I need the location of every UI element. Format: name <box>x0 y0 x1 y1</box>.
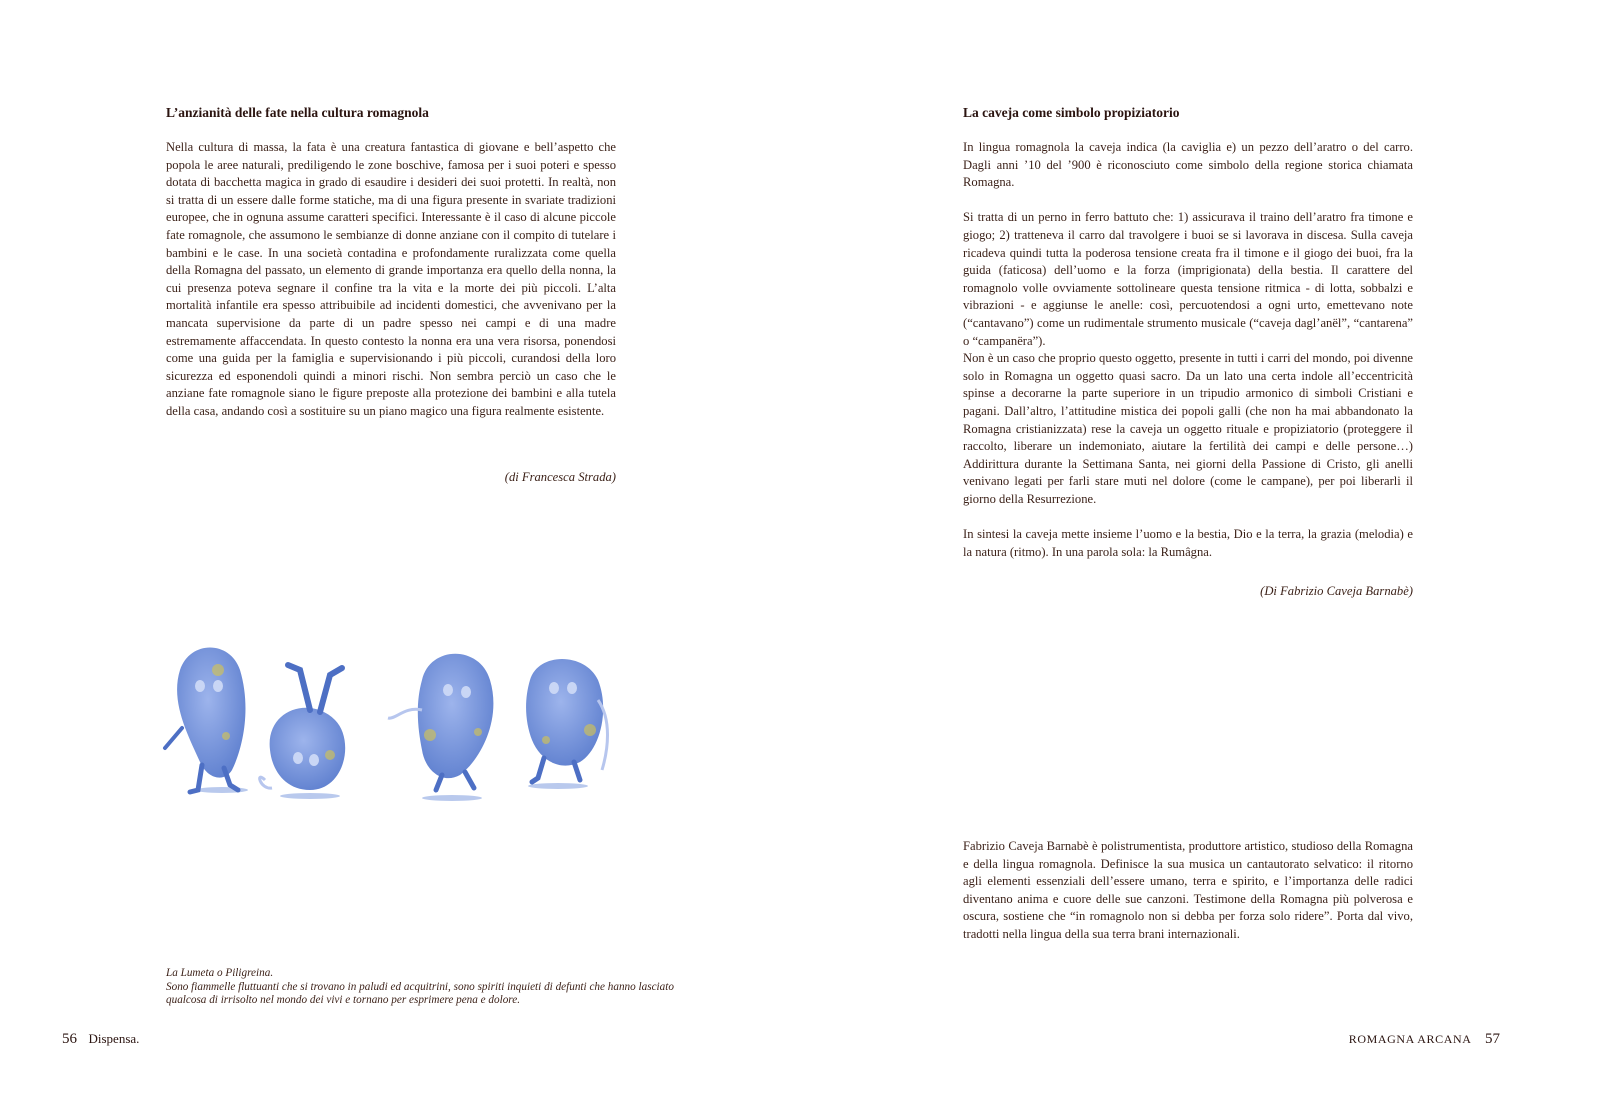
right-paragraph-2: Si tratta di un perno in ferro battuto che: 1) assicurava il traino dell’aratro fra timone e giogo; 2) tratteneva il carro dal travolgere i buoi se si lavorava in discesa. Sulla caveja ricadeva quindi tutta la poderosa tensione creata fra il timone e il giogo dei buoi, fra la guida (faticosa) dell’uomo e la forza (imprigionata) della bestia. Il carattere del romagnolo volle ovviamente sottolineare questa tensione ritmica - di lotta, sobbalzi e vibrazioni - e aggiunse le anelle: così, percuotendosi a ogni urto, emettevano note (“cantavano”) come un rudimentale strumento musicale (“caveja dagl’anël”, “cantarena” o “campanëra”). <box>963 210 1413 348</box>
caption-title: La Lumeta o Piligreina. <box>166 967 274 979</box>
left-article-body <box>166 139 616 421</box>
magazine-name: Dispensa. <box>88 1031 140 1046</box>
left-signature: (di Francesca Strada) <box>504 470 616 484</box>
figure-four <box>526 659 607 782</box>
right-paragraph-4: In sintesi la caveja mette insieme l’uomo e la bestia, Dio e la terra, la grazia (melodia) e la natura (ritmo). In una parola sola: la Rumâgna. <box>963 527 1413 559</box>
left-paragraph: Nella cultura di massa, la fata è una creatura fantastica di giovane e bell’aspetto che popola le aree naturali, prediligendo le zone boschive, famosa per i suoi poteri e spesso dotata di bacchetta magica in grado di esaudire i desideri dei suoi protetti. In realtà, non si tratta di un essere dalle forme statiche, ma di una figura presente in svariate tradizioni europee, che in ognuna assume caratteri specifici. Interessante è il caso di alcune piccole fate romagnole, che assumono le sembianze di donne anziane con il compito di tutelare i bambini e le case. In una società contadina e profondamente ruralizzata come quella della Romagna del passato, un elemento di grande importanza era quello della nonna, la cui presenza poteva segnare il confine tra la vita e la morte dei più piccoli. L’alta mortalità infantile era spesso attribuibile ad incidenti domestici, che avvenivano per la mancata supervisione da parte di un padre spesso nei campi e di una madre estremamente affaccendata. In questo contesto la nonna era una vera risorsa, ponendosi come una guida per la famiglia e supervisionando i più piccoli, curandosi della loro sicurezza ed esponendoli quindi a minori rischi. Non sembra perciò un caso che le anziane fate romagnole siano le figure preposte alla protezione dei bambini e alla tutela della casa, andando così a sostituire su un piano magico una figura realmente esistente. <box>166 140 616 418</box>
illustration-caption <box>166 967 686 1008</box>
right-article-body <box>963 139 1413 561</box>
author-bio: Fabrizio Caveja Barnabè è polistrumentista, produttore artistico, studioso della Romagna e della lingua romagnola. Definisce la sua musica un cantautorato selvatico: il ritorno agli elementi essenziali dell’essere umano, terra e spirito, e l’importanza delle radici diventano anima e cuore delle sue canzoni. Testimone della Romagna più polverosa e oscura, sostiene che “in romagnolo non si debba per forza solo ridere”. Porta dal vivo, tradotti nella lingua della sua terra brani internazionali. <box>963 839 1413 941</box>
figure-one <box>165 648 245 793</box>
figure-two <box>260 665 346 790</box>
right-heading: La caveja come simbolo propiziatorio <box>963 105 1180 120</box>
fairy-figures-illustration <box>160 640 660 840</box>
left-folio <box>62 1031 139 1048</box>
caption-text: Sono fiammelle fluttuanti che si trovano in paludi ed acquitrini, sono spiriti inquieti di defunti che hanno lasciato qualcosa di irrisolto nel mondo dei vivi e tornano per esprimere pena e dolore. <box>166 980 674 1007</box>
right-signature: (Di Fabrizio Caveja Barnabè) <box>1260 584 1413 598</box>
right-folio <box>1349 1031 1500 1048</box>
right-page <box>800 0 1600 1103</box>
left-heading: L’anzianità delle fate nella cultura romagnola <box>166 105 429 120</box>
right-page-number: 57 <box>1485 1031 1500 1047</box>
left-page-number: 56 <box>62 1031 77 1047</box>
right-paragraph-3: Non è un caso che proprio questo oggetto, presente in tutti i carri del mondo, poi divenne solo in Romagna un oggetto quasi sacro. Da un lato una certa indole all’eccentricità spinse a decorarne la parte superiore in un tripudio armonico di simboli Cristiani e pagani. Dall’altro, l’attitudine mistica dei popoli galli (che non ha mai abbandonato la Romagna cristianizzata) rese la caveja un oggetto rituale e propiziatorio (proteggere il raccolto, liberare un indemoniato, aiutare la fertilità dei campi e delle persone…) Addirittura durante la Settimana Santa, nei giorni della Passione di Cristo, gli anelli venivano legati per farli stare muti nel dolore (come le campane), per poi liberarli il giorno della Resurrezione. <box>963 351 1413 506</box>
figure-three <box>388 654 493 790</box>
section-name: ROMAGNA ARCANA <box>1348 1032 1472 1046</box>
right-paragraph-1: In lingua romagnola la caveja indica (la caviglia e) un pezzo dell’aratro o del carro. Dagli anni ’10 del ’900 è riconosciuto come simbolo della regione storica chiamata Romagna. <box>963 140 1413 190</box>
ground-shadows <box>196 783 588 801</box>
